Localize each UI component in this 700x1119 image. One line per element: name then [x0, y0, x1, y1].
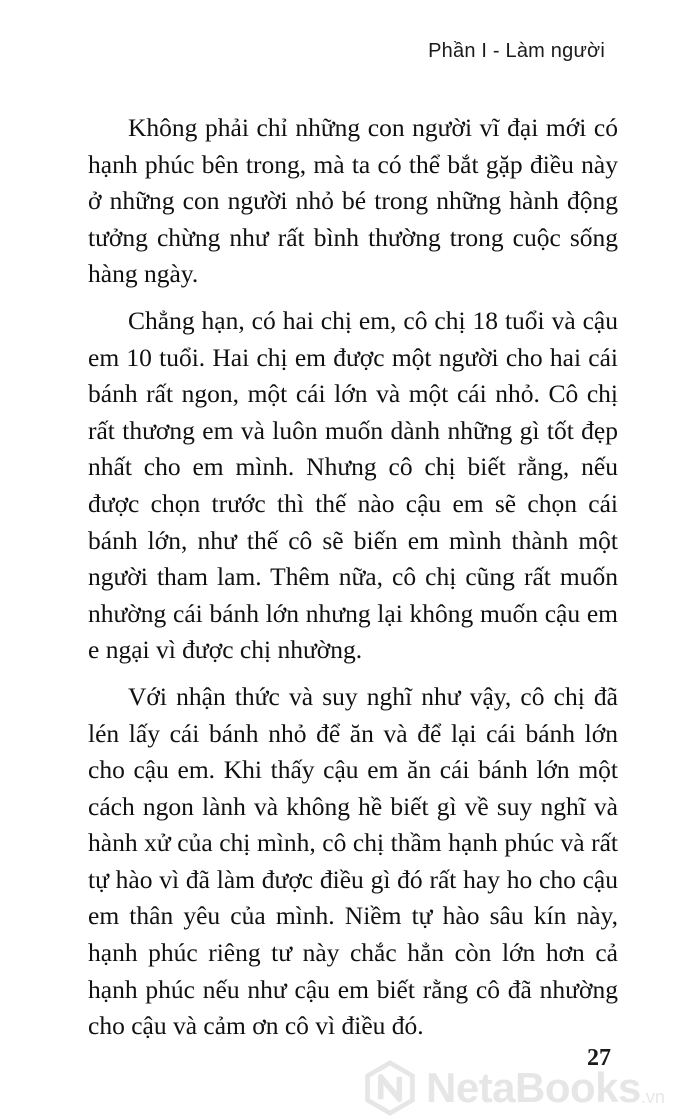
body-text [88, 110, 618, 1055]
page-number: 27 [587, 1045, 611, 1071]
watermark [362, 1060, 665, 1116]
watermark-brand: NetaBooks [426, 1064, 641, 1111]
running-header: Phần I - Làm người [428, 40, 605, 62]
netabooks-logo-icon [362, 1060, 418, 1116]
paragraph-2: Chẳng hạn, có hai chị em, cô chị 18 tuổi và cậu em 10 tuổi. Hai chị em được một người cho hai cái bánh rất ngon, một cái lớn và một cái nhỏ. Cô chị rất thương em và luôn muốn dành những gì tốt đẹp nhất cho em mình. Nhưng cô chị biết rằng, nếu được chọn trước thì thế nào cậu em sẽ chọn cái bánh lớn, như thế cô sẽ biến em mình thành một người tham lam. Thêm nữa, cô chị cũng rất muốn nhường cái bánh lớn nhưng lại không muốn cậu em e ngại vì được chị nhường. [88, 305, 618, 665]
paragraph-3: Với nhận thức và suy nghĩ như vậy, cô chị đã lén lấy cái bánh nhỏ để ăn và để lại cái bánh lớn cho cậu em. Khi thấy cậu em ăn cái bánh lớn một cách ngon lành và không hề biết gì về suy nghĩ và hành xử của chị mình, cô chị thầm hạnh phúc và rất tự hào vì đã làm được điều gì đó rất hay ho cho cậu em thân yêu của mình. Niềm tự hào sâu kín này, hạnh phúc riêng tư này chắc hẳn còn lớn hơn cả hạnh phúc nếu như cậu em biết rằng cô đã nhường cho cậu và cảm ơn cô vì điều đó. [88, 681, 618, 1041]
paragraph-1: Không phải chỉ những con người vĩ đại mới có hạnh phúc bên trong, mà ta có thể bắt gặp điều này ở những con người nhỏ bé trong những hành động tưởng chừng như rất bình thường trong cuộc sống hàng ngày. [88, 113, 618, 289]
watermark-suffix: .vn [640, 1087, 665, 1107]
